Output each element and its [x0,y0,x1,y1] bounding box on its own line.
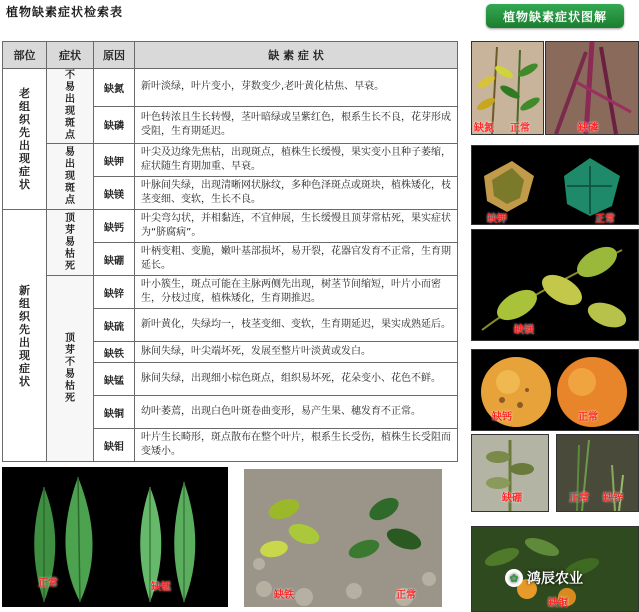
label-normal-3: 正常 [578,412,598,423]
wechat-icon: ✿ [505,569,523,587]
header-cause: 原因 [94,42,135,69]
desc-cell: 脉间失绿，叶尖端坏死，发展至整片叶淡黄或发白。 [135,342,458,363]
label-normal: 正常 [510,123,530,134]
desc-cell: 叶片生长畸形，斑点散布在整个叶片，根系生长受伤，植株生长受阻而变矮小。 [135,429,458,462]
label-normal-6: 正常 [396,590,416,601]
cause-cell: 缺锌 [94,276,135,309]
cause-cell: 缺钼 [94,429,135,462]
label-boron: 缺硼 [502,493,522,504]
label-potassium: 缺钾 [487,214,507,225]
watermark-text: 鸿辰农业 [527,571,583,587]
cause-cell: 缺锰 [94,363,135,396]
symptom-bud-survives: 顶芽不易枯死 [65,332,75,404]
symptom-spots: 易出现斑点 [65,146,75,206]
desc-cell: 脉间失绿，出现细小棕色斑点，组织易坏死，花朵变小、花色不鲜。 [135,363,458,396]
label-zinc: 缺锌 [603,493,623,504]
cause-cell: 缺磷 [94,106,135,144]
table-header-row [3,42,458,69]
label-magnesium: 缺镁 [514,325,534,336]
label-calcium: 缺钙 [492,412,512,423]
desc-cell: 新叶淡绿，叶片变小，芽数变少,老叶黄化枯焦、早衰。 [135,69,458,107]
desc-cell: 叶小簇生，斑点可能在主脉两侧先出现，树茎节间缩短，叶片小而密生，分枝过度，植株矮化，生育期推迟。 [135,276,458,309]
cause-cell: 缺钙 [94,210,135,243]
label-phosphorus: 缺磷 [578,123,598,134]
cause-cell: 缺铁 [94,342,135,363]
category-new-tissue: 新组织先出现症状 [19,283,30,388]
photo-magnesium-deficiency [471,229,639,341]
label-normal-2: 正常 [595,214,615,225]
header-part: 部位 [3,42,47,69]
label-iron: 缺铁 [274,590,294,601]
symptom-table [2,41,458,462]
cause-cell: 缺硫 [94,309,135,342]
label-normal-4: 正常 [569,493,589,504]
photo-manganese-deficiency [2,467,228,607]
desc-cell: 叶脉间失绿，出现清晰网状脉纹，多种色泽斑点或斑块，植株矮化，枝茎变细、变软，生长不良。 [135,177,458,210]
desc-cell: 叶尖及边缘先焦枯，出现斑点，植株生长缓慢，果实变小且种子萎缩，症状随生育期加重、早衰。 [135,144,458,177]
page-title: 植物缺素症状检索表 [6,5,124,19]
desc-cell: 新叶黄化，失绿均一，枝茎变细、变软，生育期延迟，果实成熟延后。 [135,309,458,342]
table-row [3,276,458,309]
symptom-no-spots: 不易出现斑点 [65,70,75,141]
cause-cell: 缺镁 [94,177,135,210]
table-row [3,210,458,243]
label-nitrogen: 缺氮 [474,123,494,134]
label-manganese: 缺锰 [151,582,171,593]
header-deficiency: 缺 素 症 状 [135,42,458,69]
desc-cell: 叶尖弯勾状，并相黏连，不宜伸展，生长缓慢且顶芽常枯死，果实症状为“脐腐病”。 [135,210,458,243]
category-old-tissue: 老组织先出现症状 [19,87,30,191]
table-row [3,144,458,177]
desc-cell: 叶柄变粗、变脆，嫩叶基部损坏，易开裂，花器官发育不正常，生育期延长。 [135,243,458,276]
cause-cell: 缺硼 [94,243,135,276]
watermark [505,568,583,588]
label-copper: 缺铜 [548,598,568,609]
cause-cell: 缺钾 [94,144,135,177]
desc-cell: 幼叶萎蔫，出现白色叶斑卷曲变形，易产生果、穗发育不正常。 [135,396,458,429]
desc-cell: 叶色转浓且生长转慢，茎叶暗绿或呈紫红色，根系生长不良，花芽形成受阻，生育期延迟。 [135,106,458,144]
label-normal-5: 正常 [38,578,58,589]
cause-cell: 缺铜 [94,396,135,429]
header-symptom: 症状 [47,42,94,69]
symptom-bud-dies: 顶芽易枯死 [65,212,75,272]
table-row [3,69,458,107]
cause-cell: 缺氮 [94,69,135,107]
gallery-button[interactable]: 植物缺素症状图解 [486,4,624,28]
